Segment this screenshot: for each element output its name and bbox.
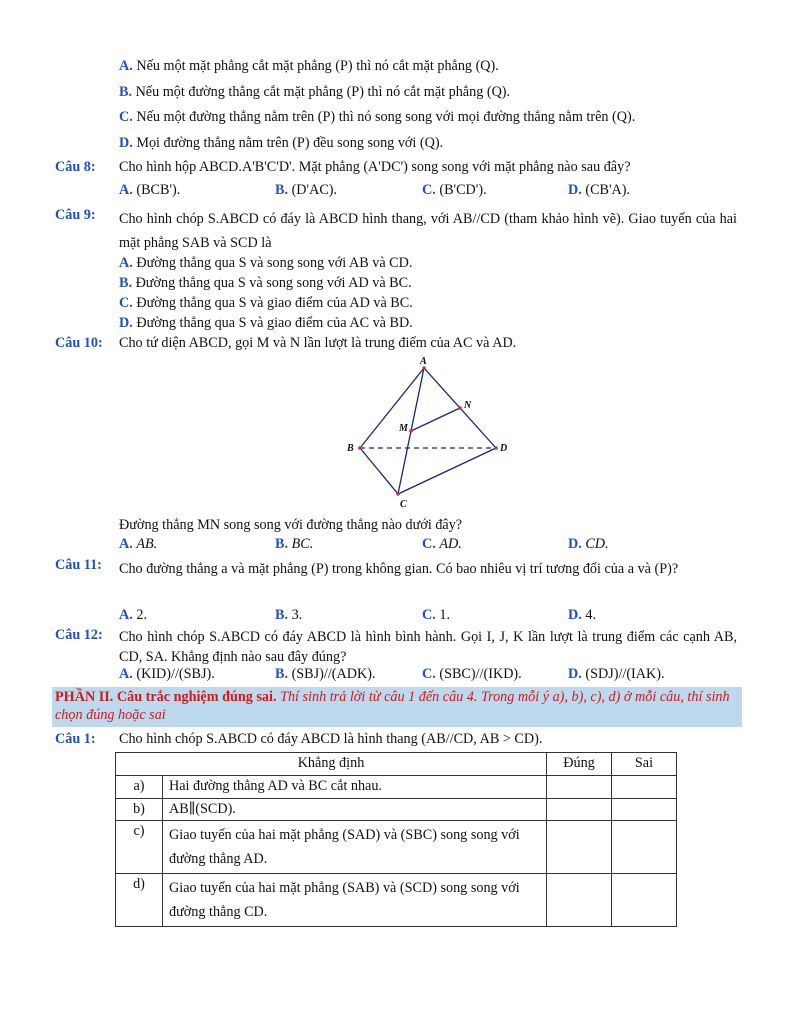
option-label: C.	[422, 607, 436, 623]
option-label: B.	[275, 666, 289, 682]
option-text: (KID)//(SBJ).	[136, 666, 215, 682]
row-statement: Giao tuyến của hai mặt phẳng (SAB) và (SCD) song song với đường thẳng CD.	[163, 874, 547, 927]
row-key: a)	[116, 775, 163, 798]
edge-ab	[360, 368, 424, 448]
option-label: C.	[422, 666, 436, 682]
option-text: (B'CD').	[439, 182, 487, 198]
question-label: Câu 11:	[55, 557, 102, 573]
table-header-row	[116, 753, 677, 776]
option-text: (CB'A).	[585, 182, 631, 198]
label-m: M	[399, 423, 408, 434]
q10-option-d	[568, 536, 609, 554]
option-label: B.	[119, 84, 133, 100]
option-text: (SDJ)//(IAK).	[585, 666, 665, 682]
false-cell[interactable]	[612, 775, 677, 798]
option-text: (SBC)//(IKD).	[439, 666, 522, 682]
tetrahedron-figure	[340, 354, 520, 514]
table-row	[116, 821, 677, 874]
option-label: A.	[119, 536, 133, 552]
row-key: d)	[116, 874, 163, 927]
option-text: (D'AC).	[291, 182, 338, 198]
header-true: Đúng	[547, 753, 612, 776]
option-label: D.	[568, 666, 582, 682]
q7-option-d	[119, 135, 443, 153]
option-text: (SBJ)//(ADK).	[291, 666, 376, 682]
q12-option-d	[568, 666, 665, 684]
true-cell[interactable]	[547, 798, 612, 821]
row-key: b)	[116, 798, 163, 821]
q7-option-a	[119, 58, 499, 76]
q9-option-c	[119, 295, 413, 313]
true-cell[interactable]	[547, 775, 612, 798]
q11-option-c	[422, 607, 450, 625]
true-cell[interactable]	[547, 874, 612, 927]
option-label: B.	[275, 607, 289, 623]
q12-option-a	[119, 666, 215, 684]
q7-option-c	[119, 109, 635, 127]
option-label: D.	[119, 135, 133, 151]
edge-cd	[398, 448, 496, 494]
q11-option-d	[568, 607, 596, 625]
option-text: 1.	[439, 607, 450, 623]
option-label: D.	[568, 607, 582, 623]
question-text: Cho hình chóp S.ABCD có đáy ABCD là hình thang (AB//CD, AB > CD).	[119, 731, 543, 747]
option-label: A.	[119, 607, 133, 623]
option-label: D.	[568, 536, 582, 552]
q10-option-a	[119, 536, 157, 554]
option-label: A.	[119, 255, 133, 271]
table-row	[116, 798, 677, 821]
q9-option-a	[119, 255, 412, 273]
true-false-table	[115, 752, 677, 927]
option-label: C.	[422, 182, 436, 198]
q8-option-c	[422, 182, 487, 200]
question-label: Câu 1:	[55, 731, 96, 747]
table-row	[116, 775, 677, 798]
option-label: B.	[119, 275, 133, 291]
q11-option-a	[119, 607, 147, 625]
label-n: N	[464, 400, 472, 411]
q9-option-b	[119, 275, 412, 293]
option-label: D.	[119, 315, 133, 331]
q8-option-a	[119, 182, 180, 200]
q10-question: Đường thẳng MN song song với đường thẳng nào dưới đây?	[119, 517, 463, 533]
header-statement: Khẳng định	[116, 753, 547, 776]
table-row	[116, 874, 677, 927]
question-text: Cho hình hộp ABCD.A'B'C'D'. Mặt phẳng (A'DC') song song với mặt phẳng nào sau đây?	[119, 159, 631, 175]
question-label: Câu 9:	[55, 207, 96, 223]
option-text: Đường thẳng qua S và giao điểm của AC và BD.	[136, 315, 413, 331]
row-statement: Giao tuyến của hai mặt phẳng (SAD) và (SBC) song song với đường thẳng AD.	[163, 821, 547, 874]
option-label: D.	[568, 182, 582, 198]
option-text: AD.	[439, 536, 462, 552]
option-text: BC.	[291, 536, 314, 552]
option-text: Nếu một đường thẳng cắt mặt phẳng (P) thì nó cắt mặt phẳng (Q).	[135, 84, 511, 100]
question-text: Cho tứ diện ABCD, gọi M và N lần lượt là trung điểm của AC và AD.	[119, 335, 517, 351]
option-text: 2.	[136, 607, 147, 623]
segment-mn	[411, 408, 460, 431]
point-d	[494, 446, 498, 450]
option-label: A.	[119, 58, 133, 74]
option-text: Đường thẳng qua S và giao điểm của AD và BC.	[136, 295, 413, 311]
header-false: Sai	[612, 753, 677, 776]
q8-option-d	[568, 182, 630, 200]
part2-title: PHẦN II. Câu trắc nghiệm đúng sai.	[55, 689, 277, 705]
option-label: C.	[119, 295, 133, 311]
false-cell[interactable]	[612, 798, 677, 821]
edge-bc	[360, 448, 398, 494]
option-label: A.	[119, 182, 133, 198]
question-text: Cho hình chóp S.ABCD có đáy là ABCD hình thang, với AB//CD (tham khảo hình vẽ). Giao tuyến của hai mặt phẳng SAB và SCD là	[119, 211, 737, 251]
label-b: B	[347, 443, 354, 454]
option-text: (BCB').	[136, 182, 181, 198]
option-label: C.	[422, 536, 436, 552]
part2-instruction: Thí sinh trả lời từ câu 1 đến câu 4. Trong mỗi ý a), b), c), d) ở mỗi câu, thí sinh chọn đúng hoặc sai	[55, 689, 730, 724]
q8-option-b	[275, 182, 337, 200]
option-text: Nếu một mặt phẳng cắt mặt phẳng (P) thì nó cắt mặt phẳng (Q).	[136, 58, 499, 74]
false-cell[interactable]	[612, 821, 677, 874]
option-text: 3.	[291, 607, 303, 623]
row-statement: Hai đường thẳng AD và BC cắt nhau.	[163, 775, 547, 798]
q10-option-c	[422, 536, 462, 554]
question-text: Cho hình chóp S.ABCD có đáy ABCD là hình bình hành. Gọi I, J, K lần lượt là trung điểm các cạnh AB, CD, SA. Khẳng định nào sau đây đúng?	[119, 629, 737, 665]
option-text: AB.	[136, 536, 158, 552]
point-n	[458, 406, 462, 410]
point-b	[358, 446, 362, 450]
option-label: A.	[119, 666, 133, 682]
false-cell[interactable]	[612, 874, 677, 927]
q12-option-b	[275, 666, 376, 684]
option-text: CD.	[585, 536, 609, 552]
option-text: Đường thẳng qua S và song song với AD và BC.	[135, 275, 412, 291]
option-label: C.	[119, 109, 133, 125]
row-key: c)	[116, 821, 163, 874]
q12-option-c	[422, 666, 522, 684]
part2-banner	[52, 687, 742, 727]
row-statement: AB∥(SCD).	[163, 798, 547, 821]
question-label: Câu 12:	[55, 627, 103, 643]
option-text: Mọi đường thẳng nằm trên (P) đều song song với (Q).	[136, 135, 444, 151]
question-label: Câu 8:	[55, 159, 96, 175]
option-text: 4.	[585, 607, 596, 623]
q7-option-b	[119, 84, 510, 102]
option-label: B.	[275, 536, 289, 552]
option-text: Đường thẳng qua S và song song với AB và CD.	[136, 255, 413, 271]
label-a: A	[420, 356, 427, 367]
point-m	[409, 429, 413, 433]
option-label: B.	[275, 182, 289, 198]
label-d: D	[500, 443, 508, 454]
true-cell[interactable]	[547, 821, 612, 874]
point-c	[396, 492, 400, 496]
question-text: Cho đường thẳng a và mặt phẳng (P) trong không gian. Có bao nhiêu vị trí tương đối của a và (P)?	[119, 561, 679, 577]
question-label: Câu 10:	[55, 335, 103, 351]
q9-option-d	[119, 315, 413, 333]
q10-option-b	[275, 536, 313, 554]
option-text: Nếu một đường thẳng nằm trên (P) thì nó song song với mọi đường thẳng nằm trên (Q).	[136, 109, 636, 125]
label-c: C	[400, 499, 407, 510]
q11-option-b	[275, 607, 302, 625]
